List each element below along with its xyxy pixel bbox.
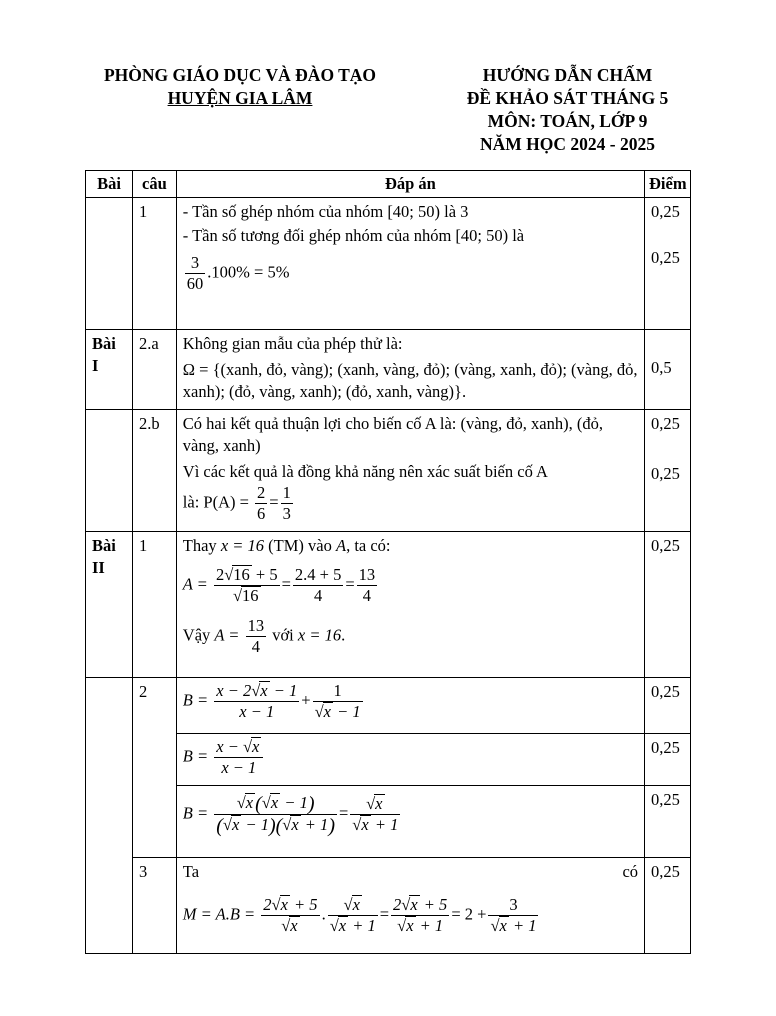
- answer-line: [183, 535, 638, 557]
- fraction: [255, 483, 267, 524]
- answer-cell: [176, 678, 644, 734]
- math: x = 16: [297, 625, 342, 645]
- bai-cell: [86, 734, 133, 786]
- fraction-denominator: (√x − 1)(√x + 1): [216, 815, 335, 838]
- header-bai: Bài: [86, 171, 133, 198]
- header-left: [80, 64, 400, 110]
- points-value: 0,25: [651, 682, 680, 701]
- math: x − 2: [216, 681, 252, 700]
- exam-name: ĐỀ KHẢO SÁT THÁNG 5: [466, 88, 669, 108]
- math: A =: [182, 574, 208, 594]
- fraction: [281, 483, 293, 524]
- answer-cell: [176, 734, 644, 786]
- math: + 5: [251, 565, 278, 584]
- answer-cell: [176, 532, 644, 678]
- table-row: [86, 330, 691, 410]
- points-cell: [645, 734, 691, 786]
- fraction-denominator: x − 1: [239, 702, 275, 721]
- header-dap-an: Đáp án: [176, 171, 644, 198]
- doc-type: HƯỚNG DẪN CHẤM: [482, 65, 653, 85]
- department-name: PHÒNG GIÁO DỤC VÀ ĐÀO TẠO: [103, 65, 377, 85]
- fraction: [488, 895, 538, 936]
- math: B =: [182, 803, 209, 823]
- fraction-numerator: 2√16 + 5: [215, 565, 278, 584]
- fraction-numerator: 2: [257, 483, 266, 502]
- fraction-denominator: √x + 1: [397, 916, 444, 935]
- math: − 1: [269, 681, 298, 700]
- fraction-numerator: √x: [328, 895, 378, 916]
- fraction-numerator: 2.4 + 5: [294, 565, 342, 584]
- formula-tail: .100% = 5%: [207, 262, 290, 282]
- points-value: 0,25: [651, 862, 680, 881]
- cau-cell: [133, 734, 177, 786]
- equation: B = $\frac{√x (√x - 1)}{(√x - 1)(√x + 1)}$ = $\frac{√x}{√x + 1}$: [182, 793, 399, 838]
- radicand: x: [323, 702, 331, 721]
- points-cell: [645, 678, 691, 734]
- text: (TM) vào: [264, 536, 336, 555]
- points-value: 0,25: [651, 414, 680, 433]
- math: A: [335, 536, 347, 555]
- subject: MÔN: TOÁN, LỚP 9: [487, 111, 648, 131]
- points-cell: [645, 198, 691, 330]
- answer-cell: [176, 198, 644, 330]
- math: M = A.B =: [182, 904, 256, 924]
- text: Thay: [182, 536, 221, 555]
- school-year: NĂM HỌC 2024 - 2025: [480, 134, 655, 154]
- math: x = 16: [220, 536, 265, 555]
- equation: A = $\frac{2√16 + 5}{√16}$ = $\frac{2.4 + 5}{4}$ = $\frac{13}{4}$: [182, 565, 376, 605]
- fraction-denominator: √x + 1: [329, 916, 376, 935]
- fraction: [214, 565, 280, 606]
- fraction-denominator: 4: [313, 586, 323, 605]
- fraction-denominator: √x: [281, 916, 298, 935]
- fraction-denominator: 60: [186, 274, 204, 293]
- answer-line: Không gian mẫu của phép thử là:: [182, 334, 403, 353]
- math: − 1: [332, 702, 361, 721]
- fraction-numerator: 1: [313, 681, 363, 702]
- fraction: [214, 793, 337, 836]
- text: có: [622, 862, 639, 881]
- fraction-denominator: √x + 1: [352, 815, 399, 835]
- fraction: [185, 253, 206, 294]
- answer-line: - Tần số ghép nhóm của nhóm [40; 50) là 3: [182, 202, 469, 221]
- math: A =: [214, 625, 240, 645]
- cau-cell: 3: [133, 858, 177, 954]
- points-value: 0,25: [651, 464, 680, 483]
- math: B =: [182, 690, 209, 710]
- header-cau: câu: [133, 171, 177, 198]
- points-value: 0,25: [651, 202, 680, 221]
- answer-cell: [176, 410, 644, 532]
- radicand: x: [260, 681, 268, 700]
- points-value: 0,25: [651, 248, 680, 267]
- fraction-numerator: 1: [282, 483, 291, 502]
- answer-line: - Tần số tương đối ghép nhóm của nhóm [40; 50) là: [182, 226, 525, 245]
- fraction-denominator: 4: [362, 586, 372, 605]
- fraction-numerator: 3: [488, 895, 538, 916]
- radicand: x: [252, 737, 260, 756]
- radicand: 16: [233, 565, 250, 584]
- conclusion: [183, 616, 638, 657]
- bai-cell: Bài II: [86, 532, 133, 678]
- fraction-denominator: 3: [282, 504, 291, 523]
- table-row: [86, 678, 691, 734]
- points-cell: [645, 410, 691, 532]
- text: Vậy: [182, 625, 215, 645]
- fraction: [214, 681, 299, 722]
- radicand: 16: [242, 586, 259, 605]
- fraction-denominator: 4: [251, 637, 260, 656]
- fraction: [313, 681, 363, 722]
- math: +: [301, 690, 311, 710]
- table-row: [86, 786, 691, 858]
- math: = 2 +: [451, 904, 487, 924]
- fraction-numerator: 2√x + 5: [393, 895, 448, 914]
- fraction-denominator: √x − 1: [314, 702, 361, 721]
- cau-cell: [133, 786, 177, 858]
- answer-cell: [176, 858, 644, 954]
- fraction-denominator: 6: [257, 504, 266, 523]
- table-row: [86, 410, 691, 532]
- math: 2: [215, 565, 225, 584]
- fraction-numerator: √x: [350, 794, 400, 815]
- cau-cell: 2: [133, 678, 177, 734]
- answer-cell: [176, 330, 644, 410]
- points-cell: [645, 532, 691, 678]
- fraction: [246, 616, 267, 657]
- bai-cell: [86, 858, 133, 954]
- cau-cell: 1: [133, 532, 177, 678]
- bai-cell: [86, 198, 133, 330]
- bai-cell: Bài I: [86, 330, 133, 410]
- district-name: HUYỆN GIA LÂM: [167, 88, 313, 108]
- bai-cell: [86, 678, 133, 734]
- grading-table: [85, 170, 691, 954]
- points-cell: [645, 786, 691, 858]
- fraction: [328, 895, 378, 936]
- fraction: [293, 565, 343, 606]
- points-value: 0,25: [651, 790, 680, 809]
- table-row: [86, 734, 691, 786]
- points-value: 0,5: [651, 358, 672, 377]
- text: , ta có:: [346, 536, 391, 555]
- points-cell: [645, 330, 691, 410]
- fraction-denominator: x − 1: [221, 758, 257, 777]
- answer-line: [183, 861, 638, 883]
- table-header-row: [86, 171, 691, 198]
- fraction-numerator: x − √x: [214, 737, 263, 758]
- text: .: [341, 625, 346, 645]
- text: Ta: [182, 862, 200, 881]
- table-row: [86, 858, 691, 954]
- math: B =: [182, 746, 209, 766]
- fraction: [357, 565, 378, 606]
- cau-cell: 2.b: [133, 410, 177, 532]
- text: với: [268, 625, 298, 645]
- fraction-numerator: √x (√x − 1): [214, 793, 337, 815]
- fraction: [350, 794, 400, 835]
- fraction-numerator: x − 2√x − 1: [216, 681, 298, 700]
- cau-cell: 1: [133, 198, 177, 330]
- fraction-denominator: √x + 1: [490, 916, 537, 935]
- points-cell: [645, 858, 691, 954]
- points-value: 0,25: [651, 738, 680, 757]
- answer-line: Có hai kết quả thuận lợi cho biến cố A là: (vàng, đỏ, xanh), (đỏ, vàng, xanh): [182, 414, 603, 455]
- answer-cell: [176, 786, 644, 858]
- equation: M = A.B = $\frac{2√x + 5}{√x}$ . $\frac{√x}{√x + 1}$ = $\frac{2√x + 5}{√x + 1}$ = 2 + $\frac{3}{√x + 1}$: [182, 895, 537, 935]
- cau-cell: 2.a: [133, 330, 177, 410]
- fraction-numerator: 13: [358, 565, 376, 584]
- sample-space: Ω = {(xanh, đỏ, vàng); (xanh, vàng, đỏ); (vàng, xanh, đỏ); (vàng, đỏ, xanh); (đỏ, vàng, xanh); (đỏ, xanh, vàng)}.: [182, 360, 638, 401]
- points-value: 0,25: [651, 536, 680, 555]
- answer-line: Vì các kết quả là đồng khả năng nên xác suất biến cố A: [182, 462, 548, 481]
- fraction: [261, 895, 319, 936]
- formula-prefix: là: P(A) =: [182, 492, 249, 512]
- answer-formula: [183, 253, 638, 294]
- bai-cell: [86, 410, 133, 532]
- fraction-numerator: 2√x + 5: [263, 895, 318, 914]
- table-row: [86, 532, 691, 678]
- header-diem: Điểm: [645, 171, 691, 198]
- fraction: [214, 737, 263, 778]
- math: x −: [216, 737, 243, 756]
- probability-formula: là: P(A) = $\frac{2}{6}$ = $\frac{1}{3}$: [182, 483, 291, 523]
- header-right: [440, 64, 695, 156]
- fraction-numerator: 3: [185, 253, 206, 274]
- bai-cell: [86, 786, 133, 858]
- fraction-numerator: 13: [247, 616, 265, 635]
- fraction-denominator: √16: [232, 586, 259, 605]
- fraction: [391, 895, 449, 936]
- table-row: [86, 198, 691, 330]
